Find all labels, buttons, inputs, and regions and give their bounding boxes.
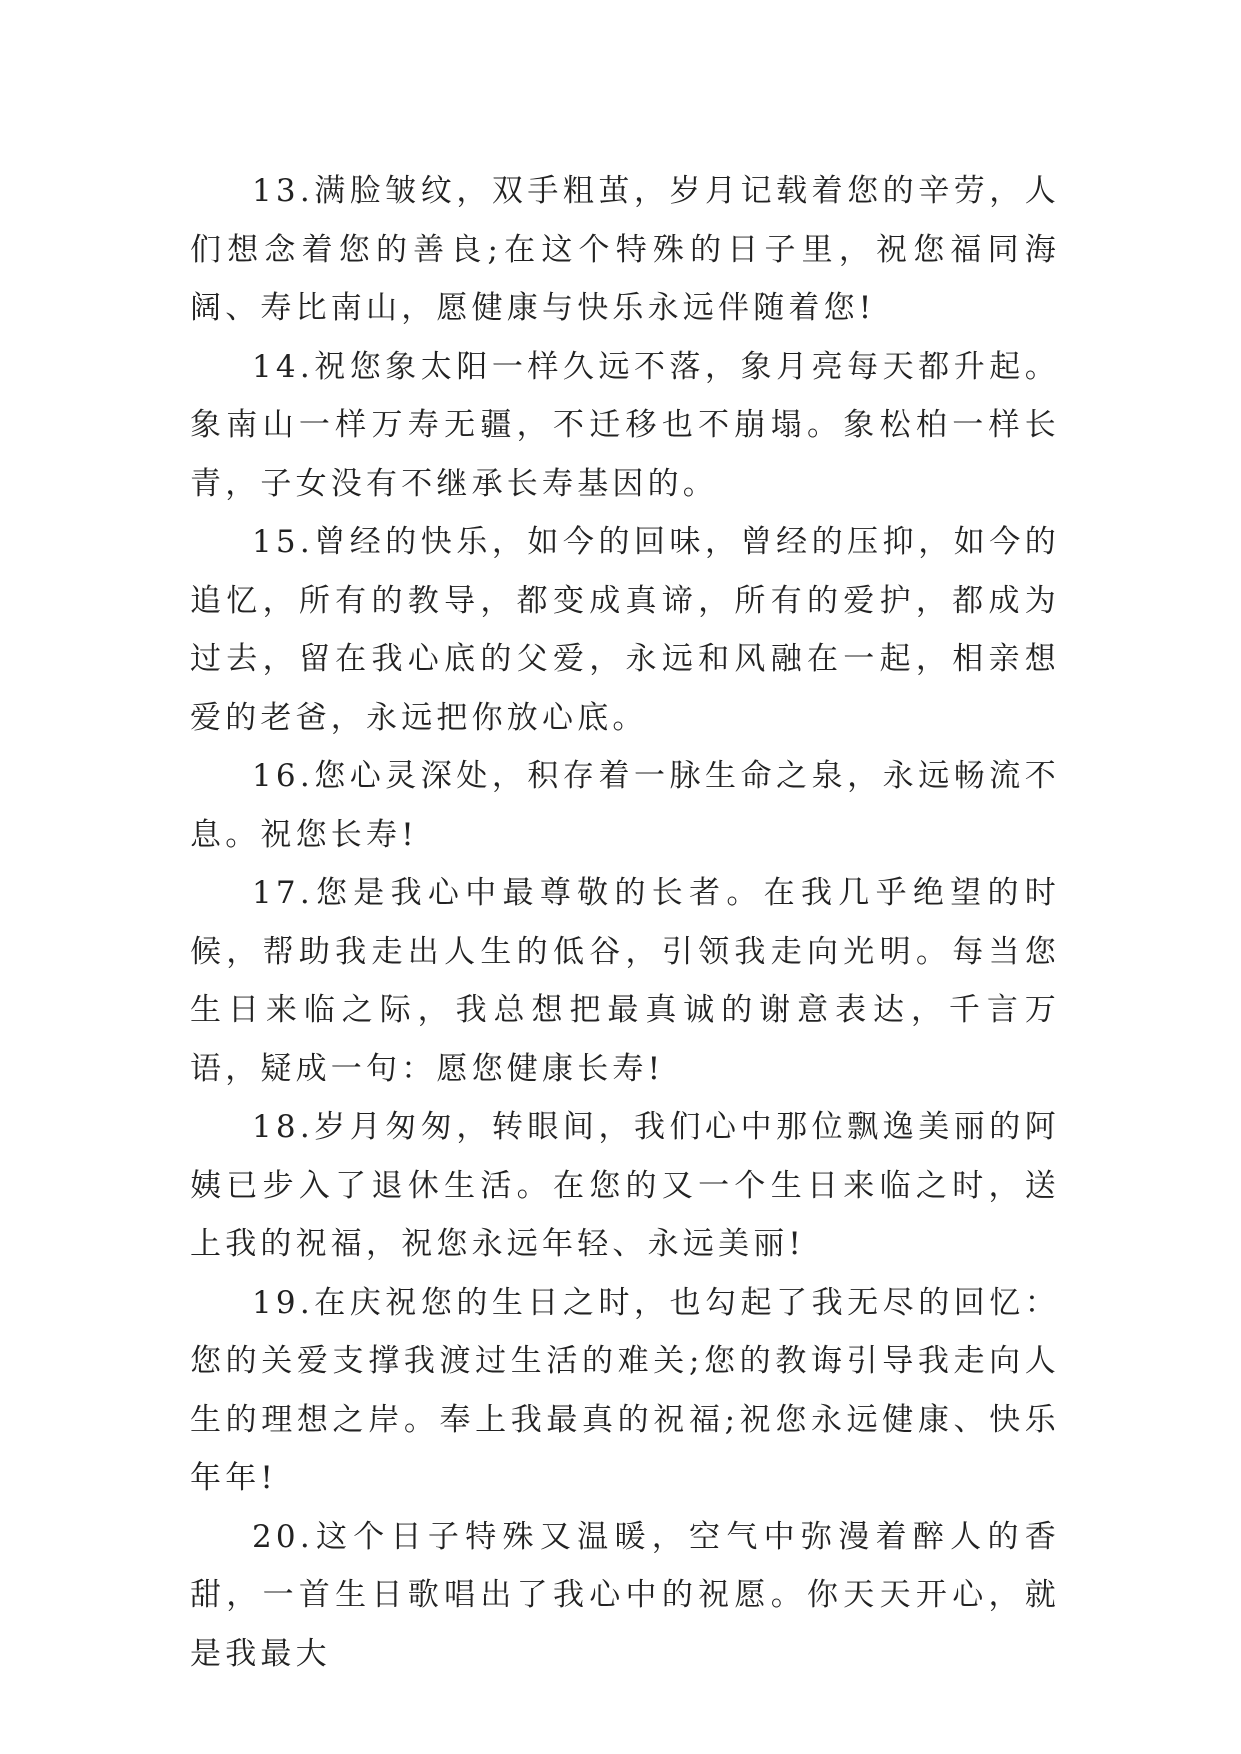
paragraph-13: 13.满脸皱纹，双手粗茧，岁月记载着您的辛劳，人们想念着您的善良;在这个特殊的日子里，祝您福同海阔、寿比南山，愿健康与快乐永远伴随着您! (190, 173, 1060, 326)
paragraph-20: 20.这个日子特殊又温暖，空气中弥漫着醉人的香甜，一首生日歌唱出了我心中的祝愿。你天天开心，就是我最大 (190, 1518, 1060, 1672)
paragraph-16: 16.您心灵深处，积存着一脉生命之泉，永远畅流不息。祝您长寿! (190, 758, 1060, 853)
document-body (190, 162, 1060, 1683)
paragraph-14: 14.祝您象太阳一样久远不落，象月亮每天都升起。象南山一样万寿无疆，不迁移也不崩塌。象松柏一样长青，子女没有不继承长寿基因的。 (190, 348, 1060, 502)
paragraph-17: 17.您是我心中最尊敬的长者。在我几乎绝望的时候，帮助我走出人生的低谷，引领我走向光明。每当您生日来临之际，我总想把最真诚的谢意表达，千言万语，疑成一句：愿您健康长寿! (190, 875, 1060, 1087)
paragraph-19: 19.在庆祝您的生日之时，也勾起了我无尽的回忆：您的关爱支撑我渡过生活的难关;您的教诲引导我走向人生的理想之岸。奉上我最真的祝福;祝您永远健康、快乐年年! (190, 1284, 1060, 1496)
paragraph-15: 15.曾经的快乐，如今的回味，曾经的压抑，如今的追忆，所有的教导，都变成真谛，所有的爱护，都成为过去，留在我心底的父爱，永远和风融在一起，相亲想爱的老爸，永远把你放心底。 (190, 524, 1060, 736)
paragraph-18: 18.岁月匆匆，转眼间，我们心中那位飘逸美丽的阿姨已步入了退休生活。在您的又一个生日来临之时，送上我的祝福，祝您永远年轻、永远美丽! (190, 1109, 1060, 1262)
